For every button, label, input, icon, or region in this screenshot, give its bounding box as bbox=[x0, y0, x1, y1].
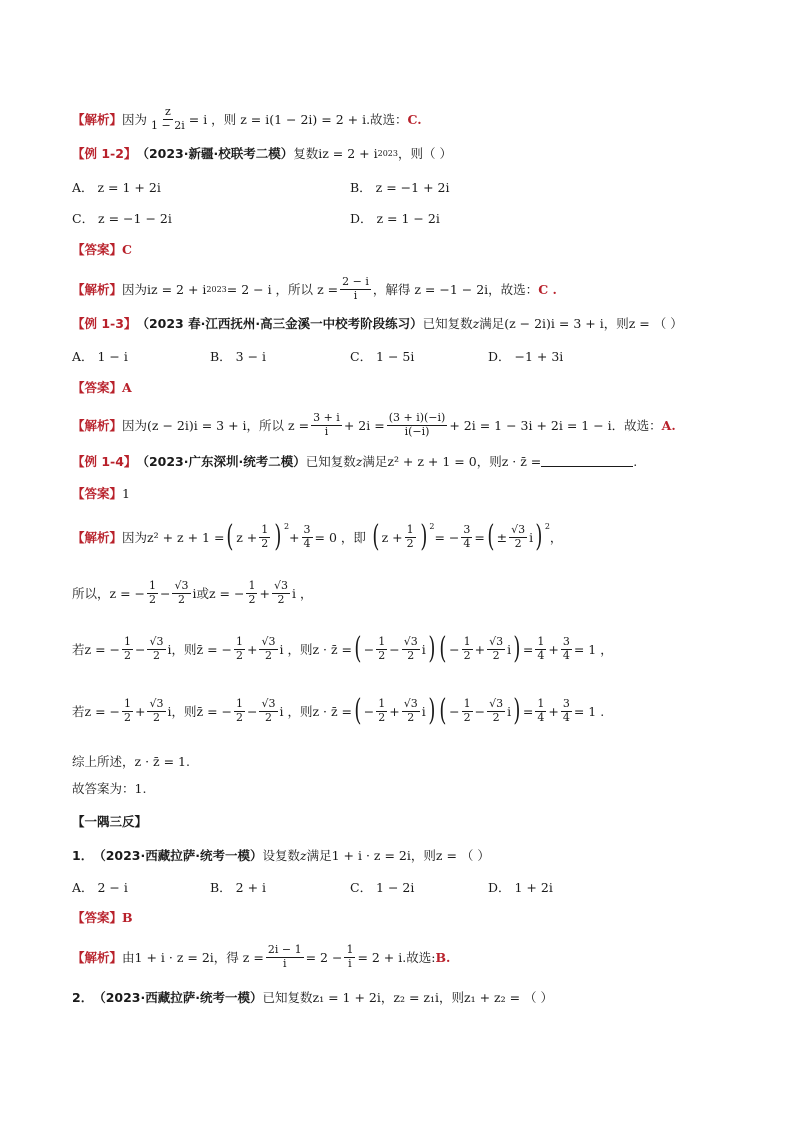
expression: z₁ + z₂ = （ ） bbox=[464, 990, 554, 1005]
example-label: 【例 1-2】 bbox=[72, 146, 137, 161]
expression: (z − 2i)i = 3 + i bbox=[147, 417, 247, 433]
fraction bbox=[405, 524, 416, 550]
fraction bbox=[149, 106, 187, 132]
fraction bbox=[302, 524, 313, 550]
solution-1-4: 【解析】 因为 z² + z + 1 = ( z + $\frac{1}{2}$ ) 2 + $\frac{3}{4}$ = 0 ，即 ( z + $\frac{1}{2}$ ) 2 = − $\frac{3}{4}$ = ( ± $\frac{√3}{2}$ i ) 2 ， bbox=[72, 519, 563, 554]
practice-question-1 bbox=[72, 846, 490, 864]
denominator: 2 bbox=[463, 710, 471, 724]
expression: z² + z + 1 = 0 bbox=[387, 453, 477, 469]
answer-1-4 bbox=[72, 484, 130, 502]
expression: iz = 2 + i bbox=[147, 281, 207, 297]
answer-blank[interactable] bbox=[541, 455, 633, 467]
solution-line-if2: 若 z = − $\frac{1}{2}$ + $\frac{√3}{2}$ i ，则 z̄ = − $\frac{1}{2}$ − $\frac{√3}{2}$ i ，则 z · z̄ = ( − $\frac{1}{2}$ + $\frac{√3}{2}$ i ) ( − $\frac{1}{2}$ − $\frac{√3}{2}$ i ) = $\frac{1}{4}$ + $\frac{3}{4}$ = 1 . bbox=[72, 693, 605, 728]
final-answer-line: 故答案为：1. bbox=[72, 781, 147, 796]
numerator: 3 bbox=[303, 522, 311, 536]
text: 综上所述， bbox=[72, 754, 135, 769]
variable: z bbox=[472, 315, 480, 331]
numerator: 3 bbox=[562, 696, 570, 710]
numerator: 1 bbox=[346, 943, 354, 956]
expression: z = − bbox=[109, 585, 145, 601]
question-1-3 bbox=[72, 314, 683, 332]
question-source: （2023·西藏拉萨·统考一模） bbox=[93, 990, 263, 1005]
expression: z₂ = z₁i bbox=[393, 989, 439, 1005]
exponent: 2 bbox=[283, 522, 290, 531]
answer: C . bbox=[538, 281, 557, 297]
denominator: 2 bbox=[406, 536, 414, 550]
operator: + bbox=[289, 529, 300, 545]
fraction bbox=[311, 412, 342, 438]
text: 满足 bbox=[362, 454, 388, 469]
answer: A. bbox=[661, 417, 676, 433]
numerator: (3 + i)(−i) bbox=[388, 411, 446, 424]
expression: 1 + i · z = 2i bbox=[331, 847, 411, 863]
solution-p1 bbox=[72, 944, 450, 970]
text: ，得 bbox=[213, 950, 239, 966]
option-d[interactable]: D． −1 + 3i bbox=[488, 349, 564, 364]
denominator: 2 bbox=[236, 648, 243, 662]
answer-label: 【答案】 bbox=[72, 910, 123, 925]
expression: z̄ = − bbox=[196, 703, 232, 719]
practice-question-2 bbox=[72, 988, 553, 1006]
expression: z̄ = − bbox=[196, 641, 232, 657]
denominator: 2 bbox=[378, 710, 386, 724]
denominator: i bbox=[353, 288, 358, 302]
numerator: √3 bbox=[403, 634, 418, 648]
question-1-4 bbox=[72, 452, 637, 470]
numerator: 1 bbox=[124, 634, 131, 648]
example-label: 【例 1-3】 bbox=[72, 316, 137, 331]
denominator: 2 bbox=[492, 710, 500, 724]
expression: (z − 2i)i = 3 + i bbox=[504, 315, 604, 331]
denominator: 2 bbox=[463, 648, 471, 662]
text: ， bbox=[380, 990, 394, 1005]
denominator: 2 bbox=[149, 592, 156, 606]
text: 因为 bbox=[122, 282, 148, 298]
section-heading: 【一隅三反】 bbox=[72, 814, 148, 829]
summary-line bbox=[72, 752, 190, 770]
operator: + bbox=[247, 641, 258, 657]
option-b[interactable]: B． z = −1 + 2i bbox=[350, 180, 450, 195]
numerator: 1 bbox=[124, 696, 131, 710]
text: 因为 bbox=[122, 530, 148, 545]
answer-label: 【答案】 bbox=[72, 242, 123, 257]
text: 复数 bbox=[293, 146, 319, 161]
option-a[interactable]: A． z = 1 + 2i bbox=[72, 180, 161, 195]
expression: + 2i = 1 − 3i + 2i = 1 − i bbox=[449, 417, 612, 433]
example-label: 【例 1-4】 bbox=[72, 454, 137, 469]
result: = 1 . bbox=[573, 703, 605, 719]
numerator: 1 bbox=[236, 634, 243, 648]
result: = 1 ， bbox=[573, 642, 613, 657]
text: i ，则 bbox=[279, 704, 313, 719]
text: ，则 bbox=[439, 990, 465, 1005]
expression: z = （ ） bbox=[628, 316, 683, 331]
numerator: 1 bbox=[149, 579, 156, 592]
answer-label: 【答案】 bbox=[72, 486, 123, 501]
numerator: 1 bbox=[463, 696, 471, 710]
option-b[interactable]: B． 3 − i bbox=[210, 349, 267, 364]
numerator: 3 + i bbox=[313, 411, 340, 424]
numerator: 1 bbox=[406, 522, 414, 536]
option-c[interactable]: C． z = −1 − 2i bbox=[72, 211, 172, 226]
answer-value: C bbox=[122, 241, 132, 257]
variable: z bbox=[300, 847, 307, 863]
numerator: √3 bbox=[273, 579, 288, 592]
option-a[interactable]: A． 2 − i bbox=[72, 880, 128, 895]
answer-1-3 bbox=[72, 378, 132, 396]
text: i ，则 bbox=[279, 642, 313, 657]
expression: z · z̄ = bbox=[312, 641, 353, 657]
text: 设复数 bbox=[262, 848, 301, 863]
numerator: z bbox=[165, 105, 171, 118]
exponent: 2 bbox=[429, 522, 435, 531]
text: ．故选： bbox=[611, 418, 662, 434]
text: ，则 bbox=[476, 454, 502, 469]
question-source: （2023 春·江西抚州·高三金溪一中校考阶段练习） bbox=[136, 316, 423, 331]
variable: z bbox=[355, 453, 363, 469]
question-number: 1． bbox=[72, 848, 94, 863]
text: ，则 bbox=[603, 316, 629, 331]
operator: − bbox=[135, 641, 146, 657]
question-source: （2023·西藏拉萨·统考一模） bbox=[93, 848, 263, 863]
expression: z = − bbox=[84, 703, 120, 719]
text: i ， bbox=[291, 586, 313, 602]
text: ，则 bbox=[171, 704, 197, 719]
expression: = 2 − bbox=[305, 949, 343, 965]
imaginary-unit: i bbox=[529, 529, 534, 545]
denominator: 2 bbox=[514, 536, 522, 550]
expression: z = bbox=[242, 949, 264, 965]
imaginary-unit: i bbox=[167, 703, 172, 719]
numerator: 1 bbox=[463, 634, 471, 648]
denominator: i bbox=[324, 424, 329, 438]
numerator: √3 bbox=[149, 634, 164, 648]
fraction bbox=[266, 944, 304, 970]
fraction bbox=[461, 524, 472, 550]
question-number: 2． bbox=[72, 990, 94, 1005]
text: ，故选： bbox=[488, 282, 539, 298]
denominator: 2 bbox=[124, 710, 131, 724]
text: i或 bbox=[192, 586, 209, 602]
numerator: 1 bbox=[378, 696, 386, 710]
expression: z₁ = 1 + 2i bbox=[312, 989, 381, 1005]
denominator: 2 bbox=[124, 648, 131, 662]
answer: B. bbox=[435, 949, 451, 965]
expression: + 2i = bbox=[343, 417, 385, 433]
text: ，则（ ） bbox=[397, 146, 452, 161]
answer-1-2 bbox=[72, 240, 132, 258]
text: ，则 bbox=[410, 848, 436, 863]
text: . bbox=[185, 753, 190, 769]
denominator: 4 bbox=[463, 536, 471, 550]
text: 已知复数 bbox=[262, 990, 313, 1005]
text: . bbox=[633, 453, 638, 469]
solution-1-3 bbox=[72, 412, 676, 438]
expression: iz = 2 + i bbox=[318, 145, 378, 161]
text: ，则 bbox=[171, 642, 197, 657]
jiexi-label: 【解析】 bbox=[72, 282, 123, 298]
jiexi-label: 【解析】 bbox=[72, 418, 123, 434]
imaginary-unit: i bbox=[167, 641, 172, 657]
option-b[interactable]: B． 2 + i bbox=[210, 880, 267, 895]
denominator: 2 bbox=[248, 592, 256, 606]
expression: z · z̄ = bbox=[501, 453, 542, 469]
text: 因为 bbox=[122, 112, 148, 128]
text: 所以， bbox=[72, 586, 110, 602]
denominator: 2 bbox=[277, 592, 285, 606]
numerator: 1 bbox=[261, 522, 269, 536]
solution-line-so: 所以， z = − $\frac{1}{2}$ − $\frac{√3}{2}$ i或 z = − $\frac{1}{2}$ + $\frac{√3}{2}$ i ， bbox=[72, 579, 313, 606]
numerator: √3 bbox=[511, 522, 526, 536]
denominator: 2 bbox=[236, 710, 243, 724]
expression: z = − bbox=[84, 641, 120, 657]
numerator: √3 bbox=[489, 696, 504, 710]
jiexi-label: 【解析】 bbox=[72, 530, 123, 545]
text: = 2 − i ，所以 bbox=[226, 282, 314, 298]
expression: = 2 + i bbox=[357, 949, 403, 965]
text: ，所以 bbox=[246, 418, 285, 434]
solution-line-if1: 若 z = − $\frac{1}{2}$ − $\frac{√3}{2}$ i ，则 z̄ = − $\frac{1}{2}$ + $\frac{√3}{2}$ i ，则 z · z̄ = ( − $\frac{1}{2}$ − $\frac{√3}{2}$ i ) ( − $\frac{1}{2}$ + $\frac{√3}{2}$ i ) = $\frac{1}{4}$ + $\frac{3}{4}$ = 1 ， bbox=[72, 631, 613, 666]
expression: z² + z + 1 = bbox=[147, 529, 225, 545]
text: .故选： bbox=[366, 112, 408, 128]
denominator: 2 bbox=[407, 710, 415, 724]
numerator: 3 bbox=[562, 634, 570, 648]
option-c[interactable]: C． 1 − 2i bbox=[350, 880, 415, 895]
answer: C. bbox=[407, 111, 422, 127]
denominator: 2 bbox=[152, 710, 160, 724]
numerator: √3 bbox=[261, 696, 276, 710]
operator: − bbox=[247, 703, 258, 719]
denominator: 2 bbox=[378, 648, 386, 662]
text: 已知复数 bbox=[422, 316, 473, 331]
question-source: （2023·广东深圳·统考二模） bbox=[136, 454, 306, 469]
text: 由 bbox=[122, 950, 135, 966]
answer-value: A bbox=[122, 379, 132, 395]
fraction bbox=[259, 524, 270, 550]
numerator: 3 bbox=[463, 522, 471, 536]
denominator: 2 bbox=[264, 710, 272, 724]
option-d[interactable]: D． 1 + 2i bbox=[488, 880, 553, 895]
question-1-2 bbox=[72, 144, 452, 162]
expression: z = i(1 − 2i) = 2 + i bbox=[240, 111, 367, 127]
answer-p1 bbox=[72, 908, 133, 926]
expression: z = bbox=[288, 417, 310, 433]
answer-label: 【答案】 bbox=[72, 380, 123, 395]
option-c[interactable]: C． 1 − 5i bbox=[350, 349, 415, 364]
text: = i ，则 bbox=[188, 112, 237, 128]
solution-1-2 bbox=[72, 276, 557, 302]
exponent: 2 bbox=[544, 522, 550, 531]
denominator: i(−i) bbox=[404, 424, 430, 438]
denominator: i bbox=[282, 956, 287, 970]
jiexi-label: 【解析】 bbox=[72, 950, 123, 966]
numerator: √3 bbox=[403, 696, 418, 710]
fraction bbox=[509, 524, 527, 550]
expression: z = − bbox=[209, 585, 245, 601]
expression: = − bbox=[434, 529, 460, 545]
text: 因为 bbox=[122, 418, 148, 434]
exponent: 2023 bbox=[206, 284, 227, 294]
denominator: 4 bbox=[303, 536, 311, 550]
text: ，解得 bbox=[372, 282, 411, 298]
text: = 0 ，即 bbox=[314, 530, 366, 545]
denominator: 4 bbox=[562, 648, 570, 662]
denominator: 2 bbox=[492, 648, 500, 662]
expression: z · z̄ = bbox=[312, 703, 353, 719]
numerator: 1 bbox=[248, 579, 256, 592]
expression: z = bbox=[317, 281, 339, 297]
numerator: √3 bbox=[261, 634, 276, 648]
expression: z + bbox=[236, 529, 258, 545]
denominator: 2 bbox=[264, 648, 272, 662]
expression: z · z̄ = 1 bbox=[134, 753, 186, 769]
denominator: 2 bbox=[407, 648, 415, 662]
option-a[interactable]: A． 1 − i bbox=[72, 349, 128, 364]
numerator: 1 bbox=[378, 634, 386, 648]
operator: ± bbox=[496, 529, 508, 545]
denominator: 2 bbox=[261, 536, 269, 550]
text: 满足 bbox=[479, 316, 505, 331]
text: ， bbox=[549, 530, 563, 545]
expression: z = −1 − 2i bbox=[414, 281, 489, 297]
numerator: √3 bbox=[174, 579, 189, 592]
fraction bbox=[340, 276, 371, 302]
fraction bbox=[344, 944, 355, 970]
text: 已知复数 bbox=[305, 454, 356, 469]
denominator: 4 bbox=[562, 710, 570, 724]
text: 若 bbox=[72, 642, 85, 657]
exponent: 2023 bbox=[377, 148, 398, 158]
denominator: 2 bbox=[177, 592, 185, 606]
numerator: 2i − 1 bbox=[267, 943, 302, 956]
answer-value: 1 bbox=[122, 485, 130, 501]
numerator: 1 bbox=[236, 696, 243, 710]
numerator: √3 bbox=[149, 696, 164, 710]
denominator: 2 bbox=[152, 648, 160, 662]
question-source: （2023·新疆·校联考二模） bbox=[136, 146, 294, 161]
text: 满足 bbox=[306, 848, 332, 863]
solution-line-1 bbox=[72, 106, 422, 132]
numerator: √3 bbox=[489, 634, 504, 648]
option-d[interactable]: D． z = 1 − 2i bbox=[350, 211, 440, 226]
denominator: 1 − 2i bbox=[151, 118, 185, 132]
denominator: i bbox=[348, 956, 352, 970]
expression: z + bbox=[381, 529, 403, 545]
expression: 1 + i · z = 2i bbox=[134, 949, 214, 965]
numerator: 2 − i bbox=[342, 275, 369, 288]
operator: + bbox=[135, 703, 146, 719]
answer-value: B bbox=[122, 909, 133, 925]
text: 若 bbox=[72, 704, 85, 719]
text: .故选: bbox=[402, 950, 436, 966]
expression: z = （ ） bbox=[435, 848, 490, 863]
jiexi-label: 【解析】 bbox=[72, 112, 123, 128]
fraction bbox=[387, 412, 448, 438]
